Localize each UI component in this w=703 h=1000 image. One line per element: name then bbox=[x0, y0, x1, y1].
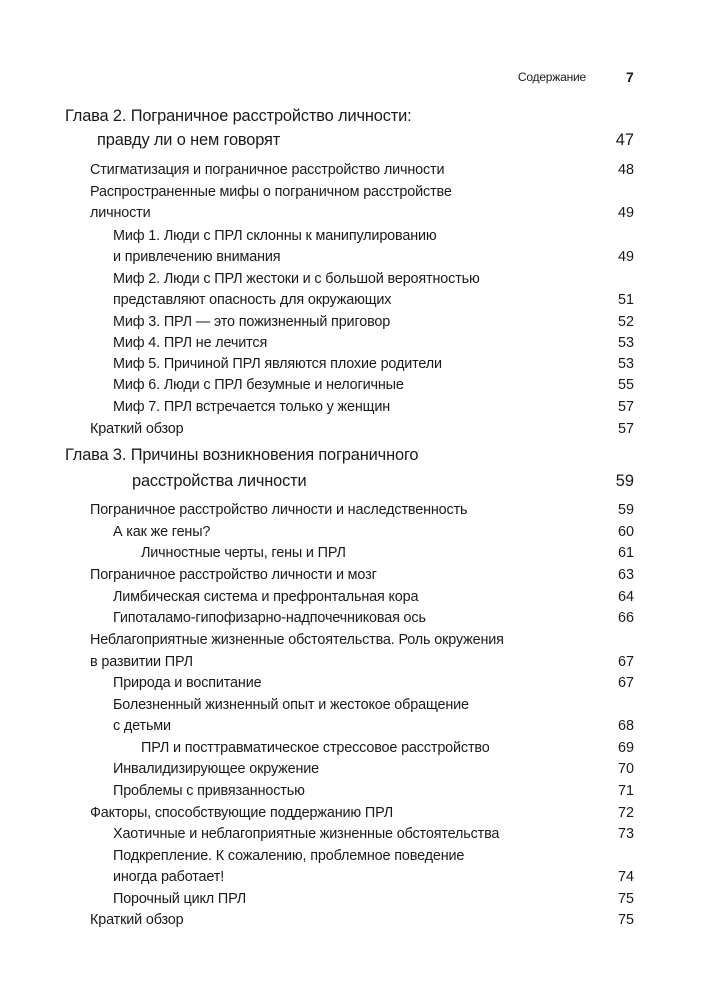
toc-entry-title: Хаотичные и неблагоприятные жизненные обстоятельства bbox=[113, 826, 500, 842]
toc-entry-line bbox=[0, 353, 703, 375]
toc-page-number: 69 bbox=[617, 740, 634, 756]
toc-page-number: 57 bbox=[617, 421, 634, 437]
toc-entry-title: в развитии ПРЛ bbox=[90, 654, 193, 670]
toc-entry-title: и привлечению внимания bbox=[113, 249, 281, 265]
toc-entry-title: иногда работает! bbox=[113, 869, 225, 885]
toc-chapter-line bbox=[0, 443, 703, 467]
toc-page-number: 71 bbox=[617, 783, 634, 799]
toc-entry-line bbox=[0, 396, 703, 418]
toc-entry-title: личности bbox=[90, 205, 151, 221]
toc-page-number: 47 bbox=[615, 131, 634, 149]
toc-entry-title: Порочный цикл ПРЛ bbox=[113, 891, 247, 907]
toc-entry-line bbox=[0, 202, 703, 224]
toc-entry-line bbox=[0, 888, 703, 910]
toc-page-number: 49 bbox=[617, 205, 634, 221]
toc-entry-line bbox=[0, 866, 703, 888]
toc-entry-title: Неблагоприятные жизненные обстоятельства. Роль окружения bbox=[90, 632, 504, 648]
toc-page-number: 73 bbox=[617, 826, 634, 842]
toc-page-number: 63 bbox=[617, 567, 634, 583]
toc-page-number: 53 bbox=[617, 356, 634, 372]
toc-entry-title: Миф 7. ПРЛ встречается только у женщин bbox=[113, 399, 391, 415]
toc-entry-line bbox=[0, 268, 703, 290]
toc-entry-title: Миф 2. Люди с ПРЛ жестоки и с большой вероятностью bbox=[113, 271, 480, 287]
toc-entry-title: Пограничное расстройство личности и наследственность bbox=[90, 502, 468, 518]
toc-entry-line bbox=[0, 694, 703, 716]
toc-entry-title: представляют опасность для окружающих bbox=[113, 292, 392, 308]
toc-entry-line bbox=[0, 802, 703, 824]
toc-page-number: 74 bbox=[617, 869, 634, 885]
toc-entry-line bbox=[0, 159, 703, 181]
toc-entry-title: Краткий обзор bbox=[90, 421, 184, 437]
toc-entry-line bbox=[0, 823, 703, 845]
toc-entry-line bbox=[0, 289, 703, 311]
toc-entry-line bbox=[0, 780, 703, 802]
toc-page-number: 55 bbox=[617, 377, 634, 393]
toc-entry-line bbox=[0, 629, 703, 651]
toc-chapter-line bbox=[0, 128, 703, 152]
toc-page-number: 59 bbox=[617, 502, 634, 518]
toc-page-number: 60 bbox=[617, 524, 634, 540]
toc-entry-title: Миф 3. ПРЛ — это пожизненный приговор bbox=[113, 314, 391, 330]
toc-entry-title: Глава 2. Пограничное расстройство личности: bbox=[65, 107, 412, 125]
running-title: Содержание bbox=[517, 70, 586, 84]
toc-entry-title: Миф 1. Люди с ПРЛ склонны к манипулированию bbox=[113, 228, 437, 244]
toc-entry-title: Миф 5. Причиной ПРЛ являются плохие родители bbox=[113, 356, 442, 372]
toc-page-number: 67 bbox=[617, 654, 634, 670]
toc-page-number: 59 bbox=[615, 472, 634, 490]
toc-entry-line bbox=[0, 651, 703, 673]
toc-entry-title: Пограничное расстройство личности и мозг bbox=[90, 567, 377, 583]
toc-entry-line bbox=[0, 607, 703, 629]
toc-page-number: 70 bbox=[617, 761, 634, 777]
toc-entry-title: расстройства личности bbox=[132, 472, 307, 490]
toc-page-number: 53 bbox=[617, 335, 634, 351]
toc-entry-line bbox=[0, 672, 703, 694]
page-number: 7 bbox=[626, 69, 634, 85]
toc-entry-line bbox=[0, 332, 703, 354]
toc-entry-title: Стигматизация и пограничное расстройство личности bbox=[90, 162, 445, 178]
toc-entry-title: Болезненный жизненный опыт и жестокое обращение bbox=[113, 697, 469, 713]
toc-entry-title: Миф 4. ПРЛ не лечится bbox=[113, 335, 268, 351]
toc-entry-line bbox=[0, 758, 703, 780]
toc-chapter-line bbox=[0, 104, 703, 128]
toc-entry-title: Проблемы с привязанностью bbox=[113, 783, 305, 799]
toc-entry-title: Миф 6. Люди с ПРЛ безумные и нелогичные bbox=[113, 377, 404, 393]
toc-page-number: 67 bbox=[617, 675, 634, 691]
toc-entry-title: Природа и воспитание bbox=[113, 675, 262, 691]
toc-entry-title: Гипоталамо-гипофизарно-надпочечниковая ось bbox=[113, 610, 426, 626]
toc-entry-line bbox=[0, 845, 703, 867]
toc-entry-title: с детьми bbox=[113, 718, 171, 734]
toc-entry-line bbox=[0, 181, 703, 203]
toc-entry-title: Краткий обзор bbox=[90, 912, 184, 928]
toc-page-number: 75 bbox=[617, 891, 634, 907]
toc-page-number: 57 bbox=[617, 399, 634, 415]
toc-page-number: 52 bbox=[617, 314, 634, 330]
toc-entry-title: Личностные черты, гены и ПРЛ bbox=[141, 545, 346, 561]
toc-entry-line bbox=[0, 542, 703, 564]
toc-entry-title: Распространенные мифы о пограничном расстройстве bbox=[90, 184, 452, 200]
toc-entry-line bbox=[0, 499, 703, 521]
toc-entry-line bbox=[0, 737, 703, 759]
toc-entry-title: Лимбическая система и префронтальная кора bbox=[113, 589, 419, 605]
toc-page-number: 48 bbox=[617, 162, 634, 178]
toc-entry-title: Глава 3. Причины возникновения пограничного bbox=[65, 446, 419, 464]
toc-entry-title: Подкрепление. К сожалению, проблемное поведение bbox=[113, 848, 465, 864]
toc-page-number: 75 bbox=[617, 912, 634, 928]
toc-page-number: 64 bbox=[617, 589, 634, 605]
toc-entry-line bbox=[0, 521, 703, 543]
toc-entry-title: правду ли о нем говорят bbox=[97, 131, 281, 149]
toc-page-number: 51 bbox=[617, 292, 634, 308]
toc-page-number: 68 bbox=[617, 718, 634, 734]
toc-entry-line bbox=[0, 311, 703, 333]
toc-entry-line bbox=[0, 225, 703, 247]
toc-page-number: 66 bbox=[617, 610, 634, 626]
toc-entry-title: Факторы, способствующие поддержанию ПРЛ bbox=[90, 805, 394, 821]
toc-entry-line bbox=[0, 418, 703, 440]
toc-entry-title: А как же гены? bbox=[113, 524, 211, 540]
toc-entry-line bbox=[0, 374, 703, 396]
toc-page-number: 72 bbox=[617, 805, 634, 821]
toc-page-number: 49 bbox=[617, 249, 634, 265]
toc-entry-line bbox=[0, 715, 703, 737]
toc-entry-title: Инвалидизирующее окружение bbox=[113, 761, 320, 777]
toc-entry-line bbox=[0, 246, 703, 268]
toc-entry-title: ПРЛ и посттравматическое стрессовое расстройство bbox=[141, 740, 490, 756]
toc-entry-line bbox=[0, 564, 703, 586]
toc-entry-line bbox=[0, 586, 703, 608]
toc-page-number: 61 bbox=[617, 545, 634, 561]
toc-chapter-line bbox=[0, 469, 703, 493]
toc-entry-line bbox=[0, 909, 703, 931]
